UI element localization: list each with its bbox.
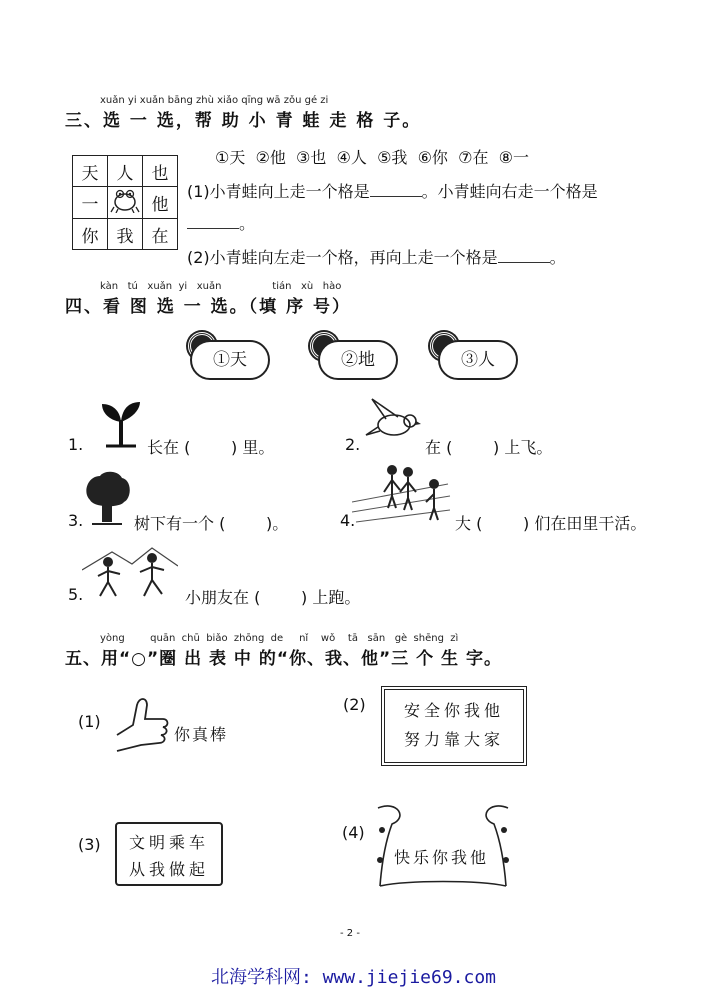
section3-options: ①天 ②他 ③也 ④人 ⑤我 ⑥你 ⑦在 ⑧一 [215,148,529,167]
section3-heading: 三、选 一 选，帮 助 小 青 蛙 走 格 子。 [65,111,422,131]
frog-cell [108,187,143,219]
bird-icon [364,395,422,443]
panel-line: 努力靠大家 [403,730,504,749]
grid-cell: 天 [73,156,108,187]
tree-icon [82,470,132,526]
item-number: 5. [68,585,84,604]
grid-cell: 在 [143,219,178,250]
section3-pinyin: xuǎn yi xuǎn bāng zhù xiǎo qīng wā zǒu gé zi [100,95,329,106]
panel-line: 文明乘车 [128,833,209,852]
children-running-icon [82,540,178,602]
sprout-icon [98,398,144,448]
panel-text: 你真棒 [174,725,229,744]
panel-text: 快乐你我他 [394,848,490,867]
cloud-option-1: ①天 [190,340,270,380]
grid-cell: 也 [143,156,178,187]
section4-pinyin: kàn tú xuǎn yi xuǎn tián xù hào [100,281,342,292]
framed-text-panel [115,822,223,886]
section4-heading: 四、看 图 选 一 选。（填 序 号） [65,297,352,317]
section5-pinyin: yòng quān chū biǎo zhōng de nǐ wǒ tā sān gè shēng zì [100,633,459,644]
q2-text-a: (2)小青蛙向左走一个格，再向上走一个格是 [187,248,498,267]
page-number: - 2 - [340,928,360,939]
grid-cell: 人 [108,156,143,187]
answer-blank[interactable] [370,184,422,197]
item-text: 在 ( ) 上飞。 [425,438,553,457]
grid-cell: 一 [73,187,108,219]
item-number: 3. [68,511,84,530]
grid-cell: 他 [143,187,178,219]
section3-question2 [187,245,566,268]
answer-blank[interactable] [187,216,239,229]
item-text: 树下有一个 ( )。 [134,514,289,533]
section3-question1-line2 [187,211,255,234]
thumbs-up-icon [115,695,171,753]
section5-heading: 五、用“○”圈 出 表 中 的“你、我、他”三 个 生 字。 [65,649,502,669]
panel-label: (4) [342,823,365,842]
q2-text-b: 。 [549,248,566,267]
item-text: 大 ( ) 们在田里干活。 [455,514,647,533]
item-text: 小朋友在 ( ) 上跑。 [185,588,361,607]
item-number: 2. [345,435,361,454]
farmers-icon [352,462,452,524]
word-grid [72,155,178,250]
panel-line: 安全你我他 [403,701,504,720]
framed-text-panel [381,686,527,766]
grid-cell: 我 [108,219,143,250]
item-number: 1. [68,435,84,454]
answer-blank[interactable] [498,250,550,263]
frog-icon [110,187,140,213]
item-number: 4. [340,511,356,530]
q1-text-c: 。 [239,214,256,233]
panel-line: 从我做起 [128,860,209,879]
footer-watermark: 北海学科网: www.jiejie69.com [210,967,497,988]
q1-text-a: (1)小青蛙向上走一个格是 [187,182,370,201]
section3-question1-line1 [187,179,598,202]
panel-label: (1) [78,712,101,731]
item-text: 长在 ( ) 里。 [147,438,275,457]
panel-label: (3) [78,835,101,854]
cloud-option-3: ③人 [438,340,518,380]
q1-text-b: 。小青蛙向右走一个格是 [421,182,598,201]
panel-label: (2) [343,695,366,714]
grid-cell: 你 [73,219,108,250]
cloud-option-2: ②地 [318,340,398,380]
